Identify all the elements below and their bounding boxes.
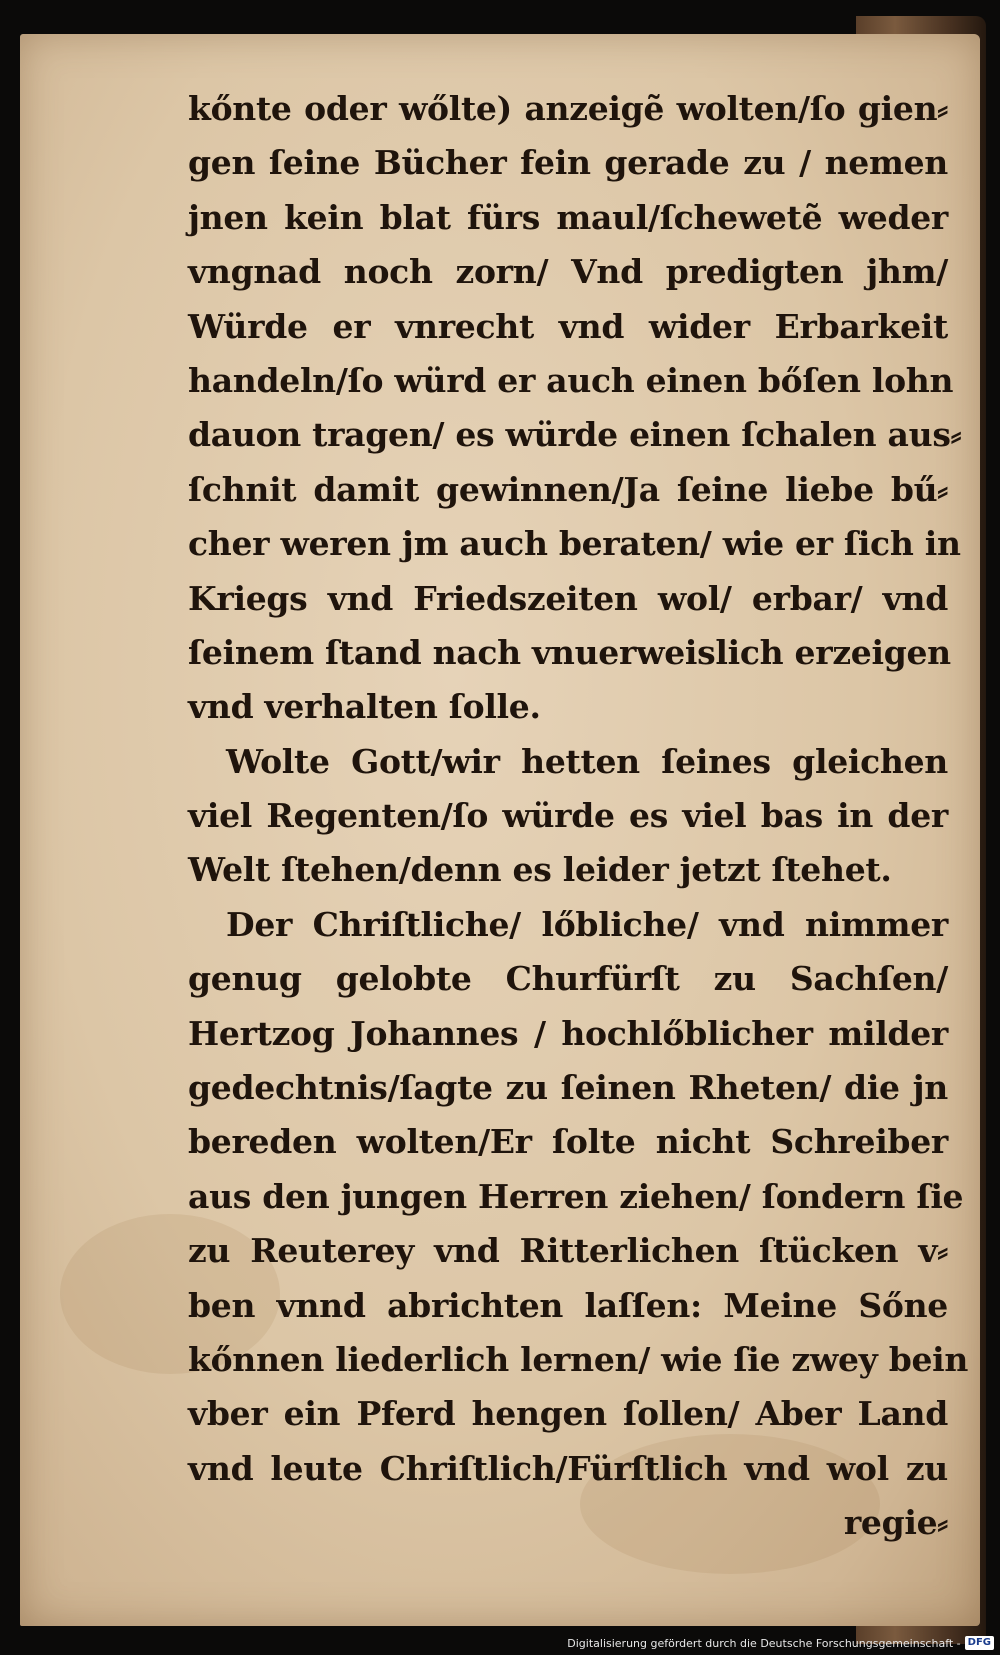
text-line: gen ſeine Bücher fein gerade zu / nemen [188, 143, 948, 183]
text-line: bereden wolten/Er ſolte nicht Schreiber [188, 1122, 948, 1162]
text-line: Welt ſtehen/denn es leider jetzt ſtehet. [188, 850, 892, 890]
text-line: kőnte oder wőlte) anzeigẽ wolten/ſo gien⸗ [188, 89, 948, 128]
text-line: zu Reuterey vnd Ritterlichen ſtücken v⸗ [188, 1231, 948, 1271]
text-line: cher weren jm auch beraten/ wie er ſich in [188, 524, 961, 564]
text-line: Wolte Gott/wir hetten ſeines gleichen [226, 741, 948, 781]
text-line: jnen kein blat fürs maul/ſchewetẽ weder [188, 197, 948, 237]
text-line: handeln/ſo würd er auch einen bőſen lohn [188, 360, 954, 400]
text-line: kőnnen liederlich lernen/ wie ſie zwey bein [188, 1339, 969, 1379]
text-line: vber ein Pferd hengen ſollen/ Aber Land [188, 1394, 948, 1434]
text-line: Würde er vnrecht vnd wider Erbarkeit [188, 306, 948, 346]
text-line: vngnad noch zorn/ Vnd predigten jhm/ [188, 252, 948, 292]
text-line: dauon tragen/ es würde einen ſchalen aus⸗ [188, 415, 962, 455]
text-line: genug gelobte Churfürſt zu Sachſen/ [188, 959, 948, 999]
book-page [20, 34, 980, 1626]
credit-text: Digitalisierung gefördert durch die Deutsche Forschungsgemeinschaft - [567, 1636, 961, 1650]
text-line: Kriegs vnd Friedszeiten wol/ erbar/ vnd [188, 578, 948, 618]
text-line: gedechtnis/ſagte zu ſeinen Rheten/ die jn [188, 1068, 948, 1108]
digitization-credit [567, 1634, 994, 1652]
text-line: vnd verhalten ſolle. [188, 687, 541, 727]
text-line: ſeinem ſtand nach vnuerweislich erzeigen [188, 632, 951, 672]
text-line: ſchnit damit gewinnen/Ja ſeine liebe bű⸗ [188, 469, 948, 509]
catchword: regie⸗ [843, 1503, 948, 1543]
text-line: Der Chriſtliche/ lőbliche/ vnd nimmer [226, 904, 948, 944]
text-line: viel Regenten/ſo würde es viel bas in der [188, 796, 948, 836]
text-line: Hertzog Johannes / hochlőblicher milder [188, 1013, 948, 1053]
page-text [188, 82, 969, 1551]
text-line: ben vnnd abrichten laſſen: Meine Sőne [188, 1285, 948, 1325]
text-line: aus den jungen Herren ziehen/ ſondern ſie [188, 1176, 964, 1216]
dfg-logo-icon: DFG [965, 1636, 994, 1650]
text-line: vnd leute Chriſtlich/Fürſtlich vnd wol zu [188, 1448, 948, 1488]
